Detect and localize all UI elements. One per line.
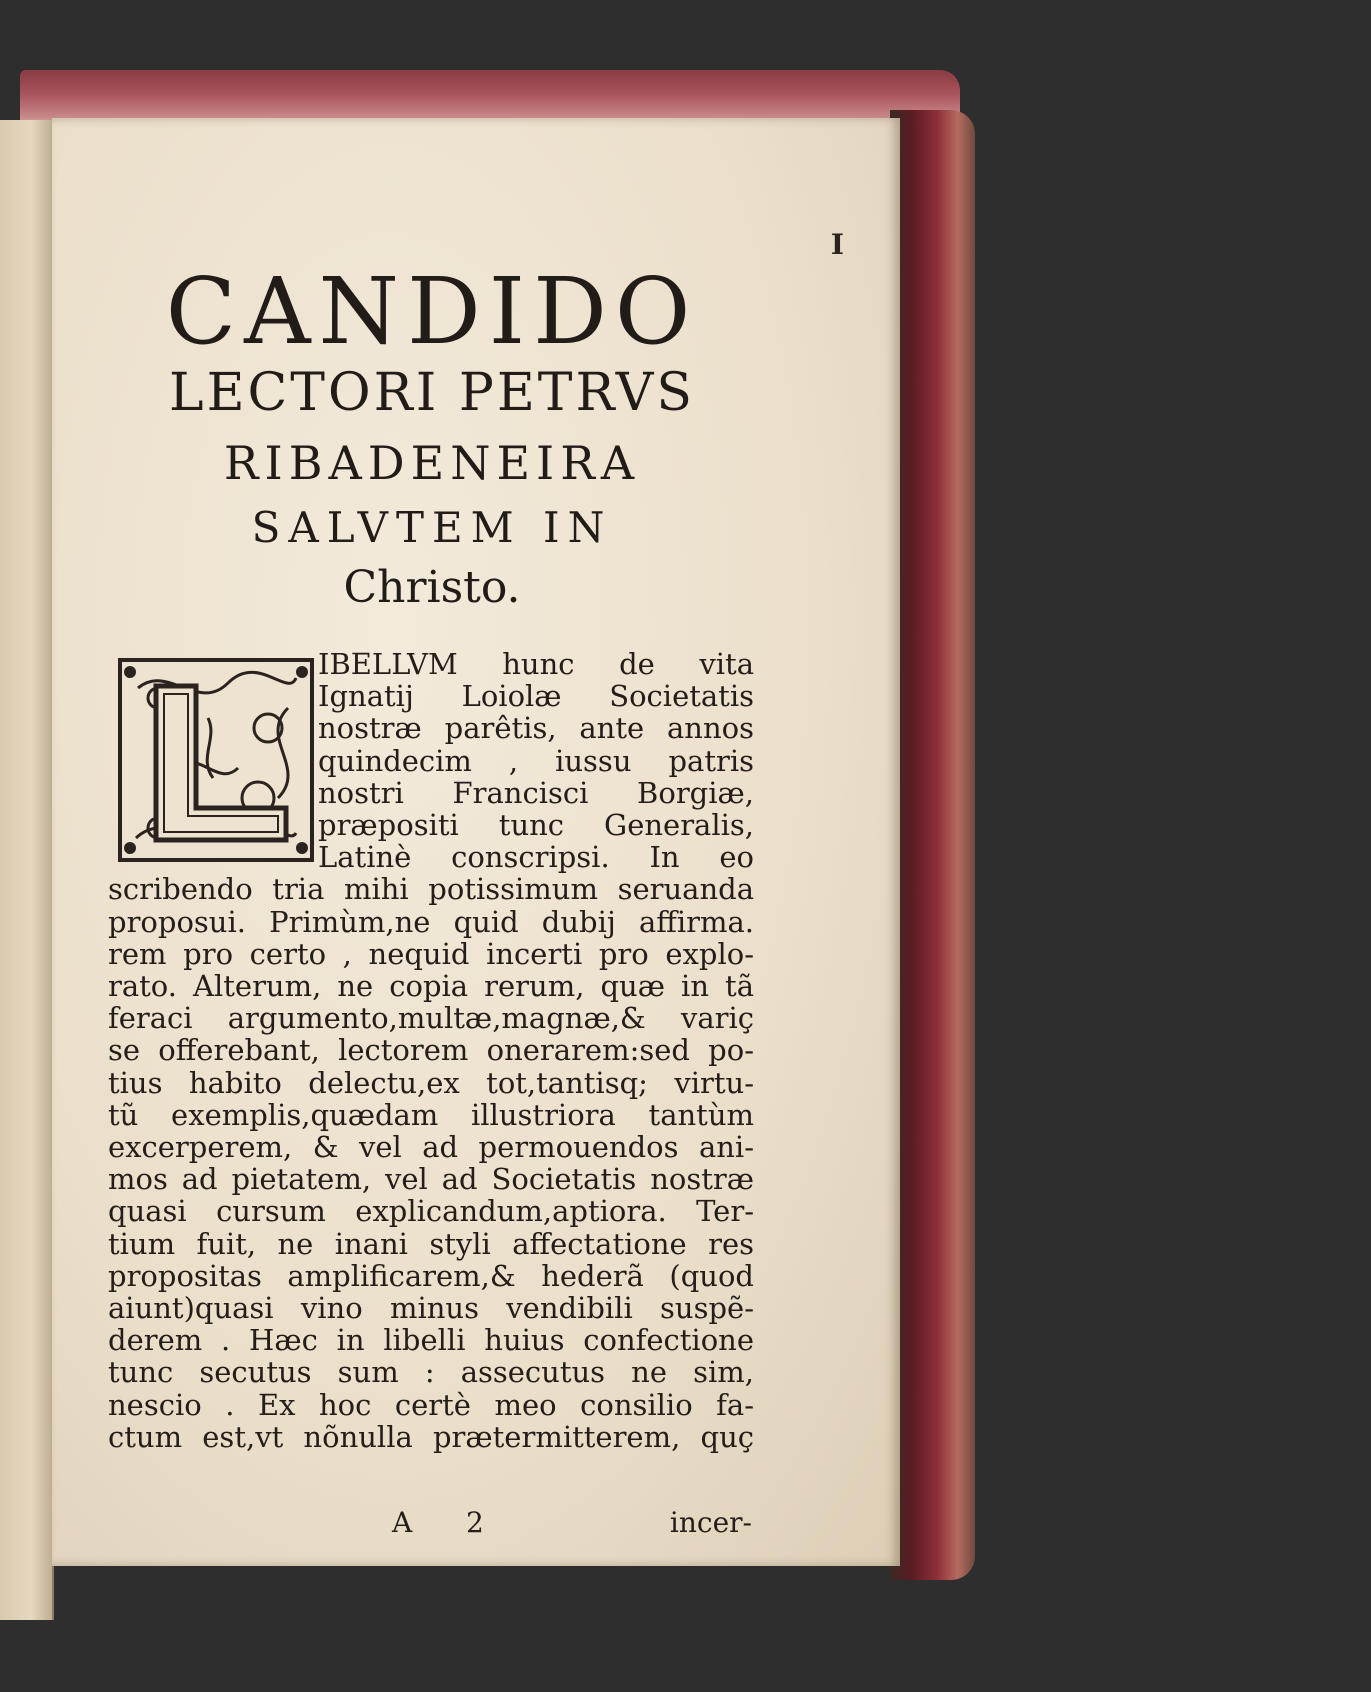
body-line: proposui. Primùm,ne quid dubij affirma. <box>108 904 754 939</box>
body-line: mos ad pietatem, vel ad Societatis nostræ <box>108 1162 754 1197</box>
catchword: incer- <box>669 1506 752 1539</box>
body-line: tunc secutus sum : assecutus ne sim, <box>108 1355 754 1390</box>
body-line: tius habito delectu,ex tot,tantisq; virtu- <box>108 1065 754 1100</box>
book-fore-edge <box>890 110 975 1580</box>
body-line: scribendo tria mihi potissimum seruanda <box>108 872 754 907</box>
body-line: nostri Francisci Borgiæ, <box>318 775 754 810</box>
body-line: nostræ parêtis, ante annos <box>318 711 754 746</box>
heading-line-1: CANDIDO <box>165 258 699 365</box>
body-line: excerperem, & vel ad permouendos ani- <box>108 1130 754 1165</box>
heading-line-2: LECTORI PETRVS <box>169 363 695 423</box>
body-text <box>108 648 754 1453</box>
body-line: quindecim , iussu patris <box>318 743 754 778</box>
body-line: aiunt)quasi vino minus vendibili suspẽ- <box>108 1291 754 1326</box>
folio-number: I <box>830 228 844 261</box>
signature-number: 2 <box>466 1506 484 1539</box>
body-line: præpositi tunc Generalis, <box>318 808 754 843</box>
body-line: rato. Alterum, ne copia rerum, quæ in tã <box>108 969 754 1004</box>
heading-line-3: RIBADENEIRA <box>223 436 641 490</box>
signature-mark: A <box>392 1506 413 1539</box>
right-page <box>52 118 900 1566</box>
book <box>0 70 985 1570</box>
body-line: se offerebant, lectorem onerarem:sed po- <box>108 1033 754 1068</box>
body-line: propositas amplificarem,& hederã (quod <box>108 1258 754 1293</box>
heading-line-5: Christo. <box>343 562 521 613</box>
body-line: ctum est,vt nõnulla prætermitterem, quç <box>108 1419 754 1454</box>
body-line: IBELLVM hunc de vita <box>318 647 754 681</box>
body-line: tũ exemplis,quædam illustriora tantùm <box>108 1097 754 1132</box>
heading-line-4: SALVTEM IN <box>251 503 613 552</box>
body-line: Latinè conscripsi. In eo <box>318 840 754 875</box>
body-line: Ignatij Loiolæ Societatis <box>318 679 754 714</box>
body-line: nescio . Ex hoc certè meo consilio fa- <box>108 1387 754 1422</box>
body-line: quasi cursum explicandum,aptiora. Ter- <box>108 1194 754 1229</box>
body-line: rem pro certo , nequid incerti pro explo- <box>108 936 754 971</box>
body-line: derem . Hæc in libelli huius confectione <box>108 1323 754 1358</box>
body-line: tium fuit, ne inani styli affectatione res <box>108 1226 754 1261</box>
left-page-edge <box>0 120 54 1620</box>
body-line: feraci argumento,multæ,magnæ,& variç <box>108 1001 754 1036</box>
